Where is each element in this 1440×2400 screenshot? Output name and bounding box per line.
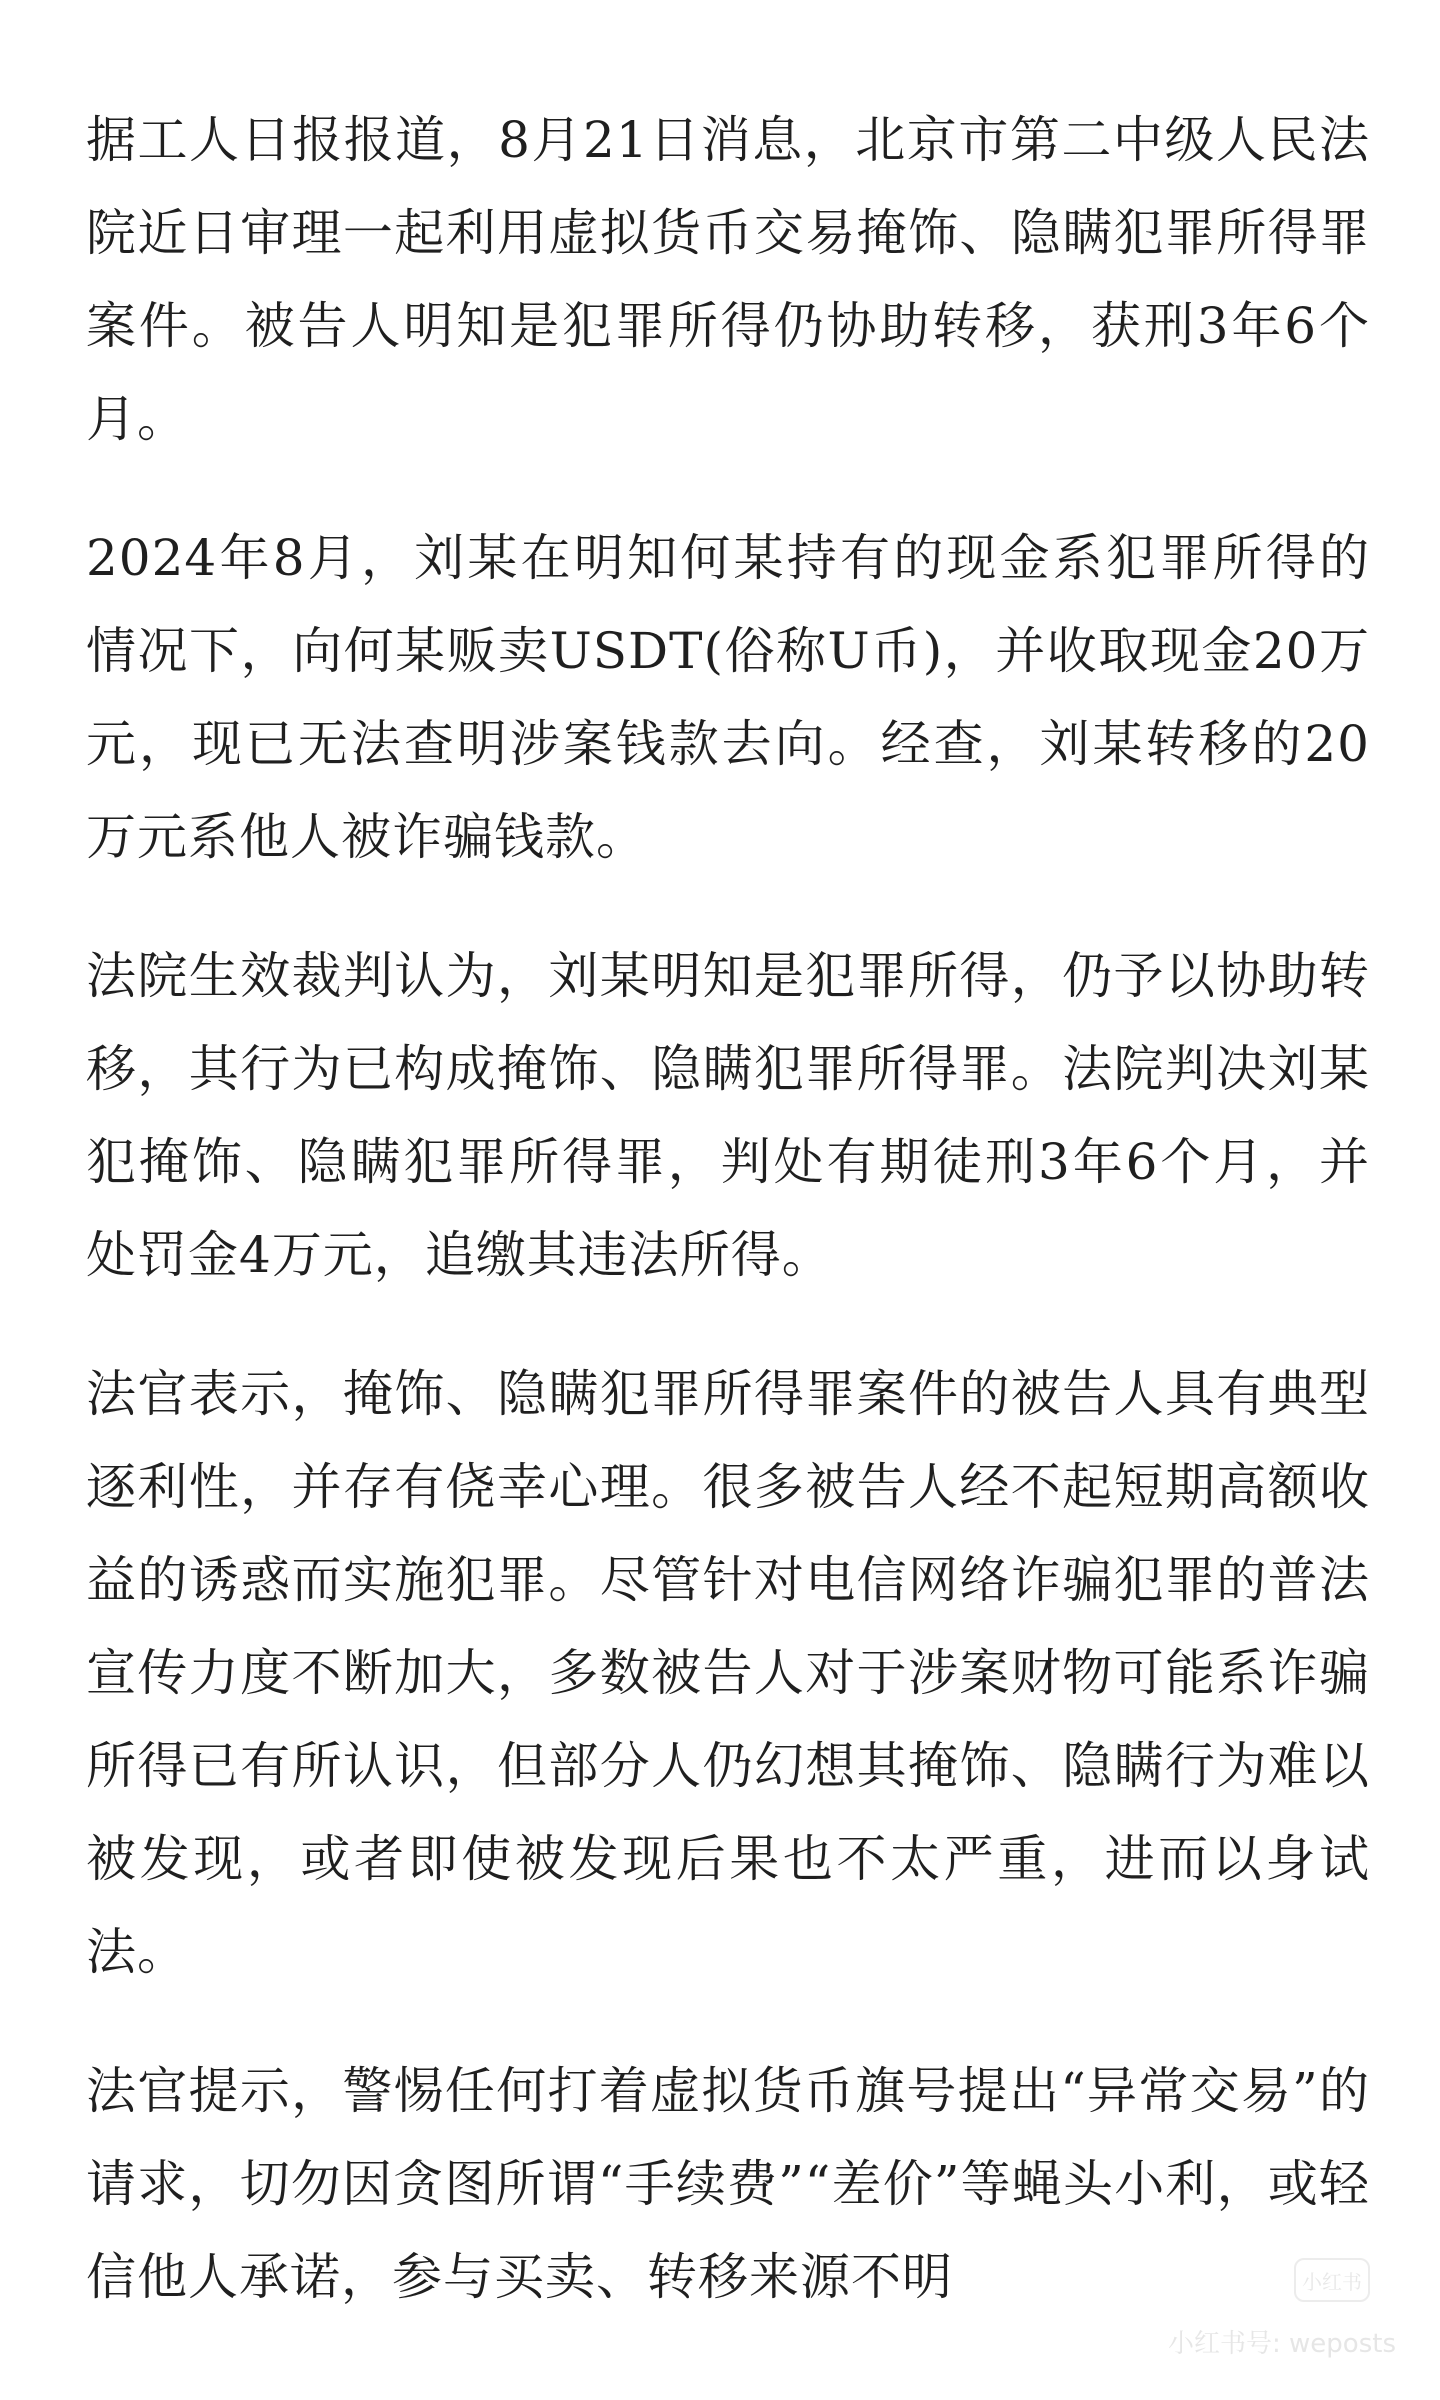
- paragraph-1: 据工人日报报道，8月21日消息，北京市第二中级人民法院近日审理一起利用虚拟货币交易掩饰、隐瞒犯罪所得罪案件。被告人明知是犯罪所得仍协助转移，获刑3年6个月。: [86, 111, 1370, 448]
- watermark: [1168, 2323, 1396, 2360]
- paragraph-3: 法院生效裁判认为，刘某明知是犯罪所得，仍予以协助转移，其行为已构成掩饰、隐瞒犯罪所得罪。法院判决刘某犯掩饰、隐瞒犯罪所得罪，判处有期徒刑3年6个月，并处罚金4万元，追缴其违法所得。: [86, 947, 1370, 1284]
- article-body: [86, 94, 1370, 2370]
- watermark-logo-icon: 小红书: [1294, 2258, 1370, 2302]
- paragraph-2: 2024年8月，刘某在明知何某持有的现金系犯罪所得的情况下，向何某贩卖USDT(俗称U币)，并收取现金20万元，现已无法查明涉案钱款去向。经查，刘某转移的20万元系他人被诈骗钱款。: [86, 529, 1370, 866]
- watermark-label: 小红书号: weposts: [1168, 2329, 1396, 2359]
- paragraph-4: 法官表示，掩饰、隐瞒犯罪所得罪案件的被告人具有典型逐利性，并存有侥幸心理。很多被告人经不起短期高额收益的诱惑而实施犯罪。尽管针对电信网络诈骗犯罪的普法宣传力度不断加大，多数被告人对于涉案财物可能系诈骗所得已有所认识，但部分人仍幻想其掩饰、隐瞒行为难以被发现，或者即使被发现后果也不太严重，进而以身试法。: [86, 1365, 1370, 1981]
- paragraph-5: 法官提示，警惕任何打着虚拟货币旗号提出“异常交易”的请求，切勿因贪图所谓“手续费”“差价”等蝇头小利，或轻信他人承诺，参与买卖、转移来源不明: [86, 2062, 1370, 2306]
